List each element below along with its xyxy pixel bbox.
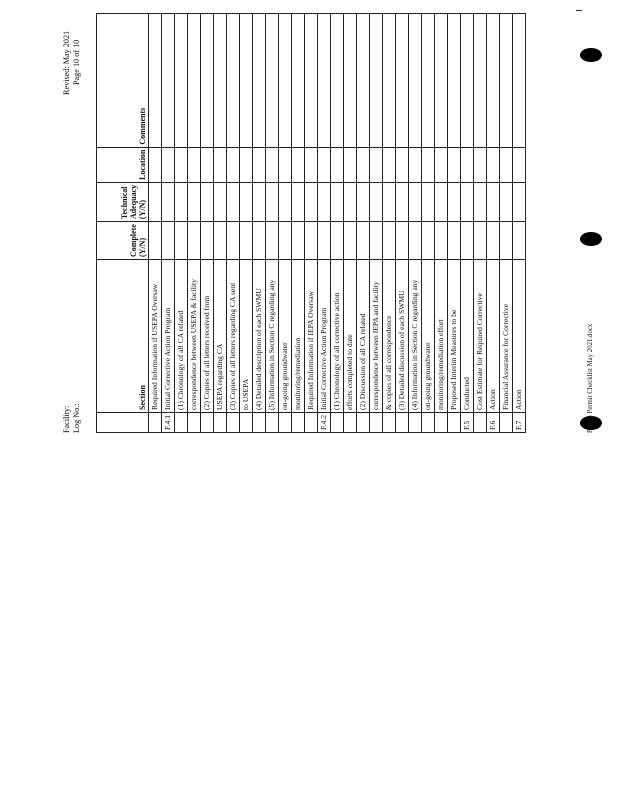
row-location-cell[interactable] <box>396 147 409 182</box>
row-location-cell[interactable] <box>357 147 370 182</box>
table-row <box>188 14 201 433</box>
row-section-text: monitoring/remediation <box>292 259 305 412</box>
row-technical-cell[interactable] <box>188 182 201 221</box>
row-complete-cell[interactable] <box>448 222 461 260</box>
row-complete-cell[interactable] <box>422 222 435 260</box>
row-comments-cell[interactable] <box>214 14 227 148</box>
row-location-cell[interactable] <box>474 147 487 182</box>
row-complete-cell[interactable] <box>266 222 279 260</box>
table-row <box>318 14 331 433</box>
row-section-text: (2) Copies of all letters received from <box>201 259 214 412</box>
row-location-cell[interactable] <box>487 147 500 182</box>
row-number <box>331 412 344 432</box>
row-section-text: Financial Assurance for Corrective <box>500 259 513 412</box>
row-number <box>344 412 357 432</box>
row-section-text: Proposed Interim Measures to be <box>448 259 461 412</box>
row-comments-cell[interactable] <box>227 14 240 148</box>
row-comments-cell[interactable] <box>149 14 162 148</box>
row-location-cell[interactable] <box>162 147 175 182</box>
row-location-cell[interactable] <box>305 147 318 182</box>
row-complete-cell[interactable] <box>214 222 227 260</box>
row-technical-cell[interactable] <box>383 182 396 221</box>
row-section-text: Action <box>487 259 500 412</box>
row-complete-cell[interactable] <box>409 222 422 260</box>
row-comments-cell[interactable] <box>253 14 266 148</box>
row-number <box>214 412 227 432</box>
row-section-text: & copies of all correspondence <box>383 259 396 412</box>
row-number <box>500 412 513 432</box>
row-comments-cell[interactable] <box>422 14 435 148</box>
footer-filename: Part-B Permit Checklist May 2021.docx <box>587 323 594 433</box>
row-complete-cell[interactable] <box>370 222 383 260</box>
row-complete-cell[interactable] <box>435 222 448 260</box>
edge-mark <box>576 10 582 11</box>
row-comments-cell[interactable] <box>383 14 396 148</box>
table-row <box>331 14 344 433</box>
table-row <box>370 14 383 433</box>
row-section-text: (1) Chronology of all corrective action <box>331 259 344 412</box>
row-location-cell[interactable] <box>318 147 331 182</box>
row-number <box>357 412 370 432</box>
row-complete-cell[interactable] <box>383 222 396 260</box>
row-section-text: Required Information if USEPA Oversaw <box>149 259 162 412</box>
table-row <box>162 14 175 433</box>
row-complete-cell[interactable] <box>487 222 500 260</box>
row-location-cell[interactable] <box>266 147 279 182</box>
row-technical-cell[interactable] <box>357 182 370 221</box>
log-number-label: Log No.: <box>72 403 81 433</box>
row-complete-cell[interactable] <box>396 222 409 260</box>
row-comments-cell[interactable] <box>266 14 279 148</box>
row-section-text: correspondence between USEPA & facility <box>188 259 201 412</box>
row-technical-cell[interactable] <box>240 182 253 221</box>
table-row <box>201 14 214 433</box>
row-technical-cell[interactable] <box>435 182 448 221</box>
row-technical-cell[interactable] <box>344 182 357 221</box>
row-comments-cell[interactable] <box>201 14 214 148</box>
row-technical-cell[interactable] <box>331 182 344 221</box>
row-complete-cell[interactable] <box>149 222 162 260</box>
row-section-text: Initial Corrective Action Program <box>318 259 331 412</box>
table-row <box>175 14 188 433</box>
row-comments-cell[interactable] <box>370 14 383 148</box>
row-number <box>292 412 305 432</box>
header-technical-adequacy: Technical Adequacy (Y/N) <box>97 182 149 221</box>
row-complete-cell[interactable] <box>227 222 240 260</box>
row-section-text: (2) Discussion of all CA related <box>357 259 370 412</box>
row-complete-cell[interactable] <box>292 222 305 260</box>
header-location: Location <box>97 147 149 182</box>
table-row <box>149 14 162 433</box>
row-section-text: Conducted <box>461 259 474 412</box>
row-section-text: monitoring/remediation effort <box>435 259 448 412</box>
row-comments-cell[interactable] <box>409 14 422 148</box>
row-number: F.6 <box>487 412 500 432</box>
row-location-cell[interactable] <box>331 147 344 182</box>
row-complete-cell[interactable] <box>253 222 266 260</box>
row-location-cell[interactable] <box>201 147 214 182</box>
row-location-cell[interactable] <box>435 147 448 182</box>
row-comments-cell[interactable] <box>240 14 253 148</box>
row-section-text: Action <box>513 259 526 412</box>
row-number <box>370 412 383 432</box>
table-row <box>305 14 318 433</box>
row-technical-cell[interactable] <box>422 182 435 221</box>
row-number <box>396 412 409 432</box>
row-location-cell[interactable] <box>279 147 292 182</box>
row-comments-cell[interactable] <box>396 14 409 148</box>
row-technical-cell[interactable] <box>175 182 188 221</box>
row-comments-cell[interactable] <box>500 14 513 148</box>
row-location-cell[interactable] <box>448 147 461 182</box>
row-number <box>253 412 266 432</box>
row-comments-cell[interactable] <box>305 14 318 148</box>
row-complete-cell[interactable] <box>175 222 188 260</box>
row-technical-cell[interactable] <box>474 182 487 221</box>
table-row <box>383 14 396 433</box>
row-location-cell[interactable] <box>227 147 240 182</box>
table-row <box>435 14 448 433</box>
row-complete-cell[interactable] <box>188 222 201 260</box>
row-technical-cell[interactable] <box>487 182 500 221</box>
row-number <box>227 412 240 432</box>
revised-date: Revised: May 2021 <box>62 30 71 95</box>
table-row <box>396 14 409 433</box>
row-location-cell[interactable] <box>175 147 188 182</box>
table-body <box>149 14 526 433</box>
table-row <box>474 14 487 433</box>
row-number <box>266 412 279 432</box>
row-location-cell[interactable] <box>513 147 526 182</box>
row-technical-cell[interactable] <box>149 182 162 221</box>
row-technical-cell[interactable] <box>305 182 318 221</box>
row-complete-cell[interactable] <box>305 222 318 260</box>
header-section: Section <box>97 259 149 412</box>
row-complete-cell[interactable] <box>513 222 526 260</box>
row-location-cell[interactable] <box>409 147 422 182</box>
row-section-text: USEPA regarding CA <box>214 259 227 412</box>
table-row <box>344 14 357 433</box>
page-number: Page 10 of 10 <box>72 39 81 85</box>
header-number-cell <box>97 412 149 432</box>
row-number <box>149 412 162 432</box>
table-row <box>227 14 240 433</box>
row-complete-cell[interactable] <box>474 222 487 260</box>
row-technical-cell[interactable] <box>409 182 422 221</box>
row-section-text: on-going groundwater <box>422 259 435 412</box>
row-section-text: Cost Estimate for Required Corrective <box>474 259 487 412</box>
row-number <box>188 412 201 432</box>
row-technical-cell[interactable] <box>292 182 305 221</box>
row-number <box>448 412 461 432</box>
row-comments-cell[interactable] <box>188 14 201 148</box>
row-section-text: efforts completed to date <box>344 259 357 412</box>
row-complete-cell[interactable] <box>279 222 292 260</box>
row-technical-cell[interactable] <box>162 182 175 221</box>
row-comments-cell[interactable] <box>331 14 344 148</box>
row-number <box>175 412 188 432</box>
row-comments-cell[interactable] <box>344 14 357 148</box>
table-row <box>513 14 526 433</box>
row-location-cell[interactable] <box>292 147 305 182</box>
row-section-text: correspondence between IEPA and facility <box>370 259 383 412</box>
row-location-cell[interactable] <box>253 147 266 182</box>
row-comments-cell[interactable] <box>279 14 292 148</box>
row-location-cell[interactable] <box>149 147 162 182</box>
row-technical-cell[interactable] <box>461 182 474 221</box>
row-section-text: (1) Chronology of all CA related <box>175 259 188 412</box>
row-technical-cell[interactable] <box>253 182 266 221</box>
row-technical-cell[interactable] <box>214 182 227 221</box>
row-complete-cell[interactable] <box>344 222 357 260</box>
row-comments-cell[interactable] <box>435 14 448 148</box>
rotated-page <box>62 13 618 433</box>
table-row <box>253 14 266 433</box>
header-complete: Complete (Y/N) <box>97 222 149 260</box>
row-section-text: Required Information if IEPA Oversaw <box>305 259 318 412</box>
row-comments-cell[interactable] <box>162 14 175 148</box>
row-section-text: (3) Copies of all letters regarding CA sent <box>227 259 240 412</box>
row-comments-cell[interactable] <box>474 14 487 148</box>
row-technical-cell[interactable] <box>396 182 409 221</box>
row-technical-cell[interactable] <box>500 182 513 221</box>
row-technical-cell[interactable] <box>266 182 279 221</box>
row-number: F.7 <box>513 412 526 432</box>
table-row <box>214 14 227 433</box>
row-number: F.4.2 <box>318 412 331 432</box>
row-location-cell[interactable] <box>188 147 201 182</box>
row-number: F.4.1 <box>162 412 175 432</box>
row-technical-cell[interactable] <box>448 182 461 221</box>
row-location-cell[interactable] <box>500 147 513 182</box>
row-comments-cell[interactable] <box>513 14 526 148</box>
row-number <box>422 412 435 432</box>
row-section-text: (3) Detailed discussion of each SWMU <box>396 259 409 412</box>
row-section-text: on-going groundwater <box>279 259 292 412</box>
row-comments-cell[interactable] <box>318 14 331 148</box>
table-row <box>500 14 513 433</box>
row-location-cell[interactable] <box>370 147 383 182</box>
table-row <box>448 14 461 433</box>
table-row <box>357 14 370 433</box>
row-number <box>279 412 292 432</box>
row-section-text: (5) Information in Section C regarding any <box>266 259 279 412</box>
row-number: F.5 <box>461 412 474 432</box>
row-number <box>474 412 487 432</box>
row-technical-cell[interactable] <box>201 182 214 221</box>
row-section-text: to USEPA <box>240 259 253 412</box>
row-complete-cell[interactable] <box>331 222 344 260</box>
table-row <box>409 14 422 433</box>
row-number <box>383 412 396 432</box>
row-technical-cell[interactable] <box>370 182 383 221</box>
row-comments-cell[interactable] <box>357 14 370 148</box>
row-section-text: Initial Corrective Action Program <box>162 259 175 412</box>
row-section-text: (4) Detailed description of each SWMU <box>253 259 266 412</box>
row-comments-cell[interactable] <box>175 14 188 148</box>
table-row <box>279 14 292 433</box>
row-complete-cell[interactable] <box>461 222 474 260</box>
row-number <box>305 412 318 432</box>
row-location-cell[interactable] <box>214 147 227 182</box>
row-complete-cell[interactable] <box>500 222 513 260</box>
row-complete-cell[interactable] <box>162 222 175 260</box>
row-complete-cell[interactable] <box>201 222 214 260</box>
row-comments-cell[interactable] <box>292 14 305 148</box>
row-section-text: (4) Information in Section C regarding any <box>409 259 422 412</box>
table-row <box>422 14 435 433</box>
row-location-cell[interactable] <box>461 147 474 182</box>
table-row <box>461 14 474 433</box>
table-row <box>266 14 279 433</box>
row-technical-cell[interactable] <box>227 182 240 221</box>
header-comments: Comments <box>97 14 149 148</box>
table-row <box>292 14 305 433</box>
row-complete-cell[interactable] <box>318 222 331 260</box>
row-technical-cell[interactable] <box>318 182 331 221</box>
row-location-cell[interactable] <box>344 147 357 182</box>
row-comments-cell[interactable] <box>461 14 474 148</box>
facility-label: Facility: <box>62 405 71 433</box>
row-technical-cell[interactable] <box>513 182 526 221</box>
row-comments-cell[interactable] <box>487 14 500 148</box>
row-complete-cell[interactable] <box>357 222 370 260</box>
row-number <box>240 412 253 432</box>
table-row <box>487 14 500 433</box>
checklist-table <box>96 13 526 433</box>
row-number <box>201 412 214 432</box>
row-number <box>409 412 422 432</box>
row-technical-cell[interactable] <box>279 182 292 221</box>
row-complete-cell[interactable] <box>240 222 253 260</box>
table-header-row <box>97 14 149 433</box>
row-comments-cell[interactable] <box>448 14 461 148</box>
row-location-cell[interactable] <box>240 147 253 182</box>
row-location-cell[interactable] <box>422 147 435 182</box>
row-location-cell[interactable] <box>383 147 396 182</box>
table-row <box>240 14 253 433</box>
row-number <box>435 412 448 432</box>
